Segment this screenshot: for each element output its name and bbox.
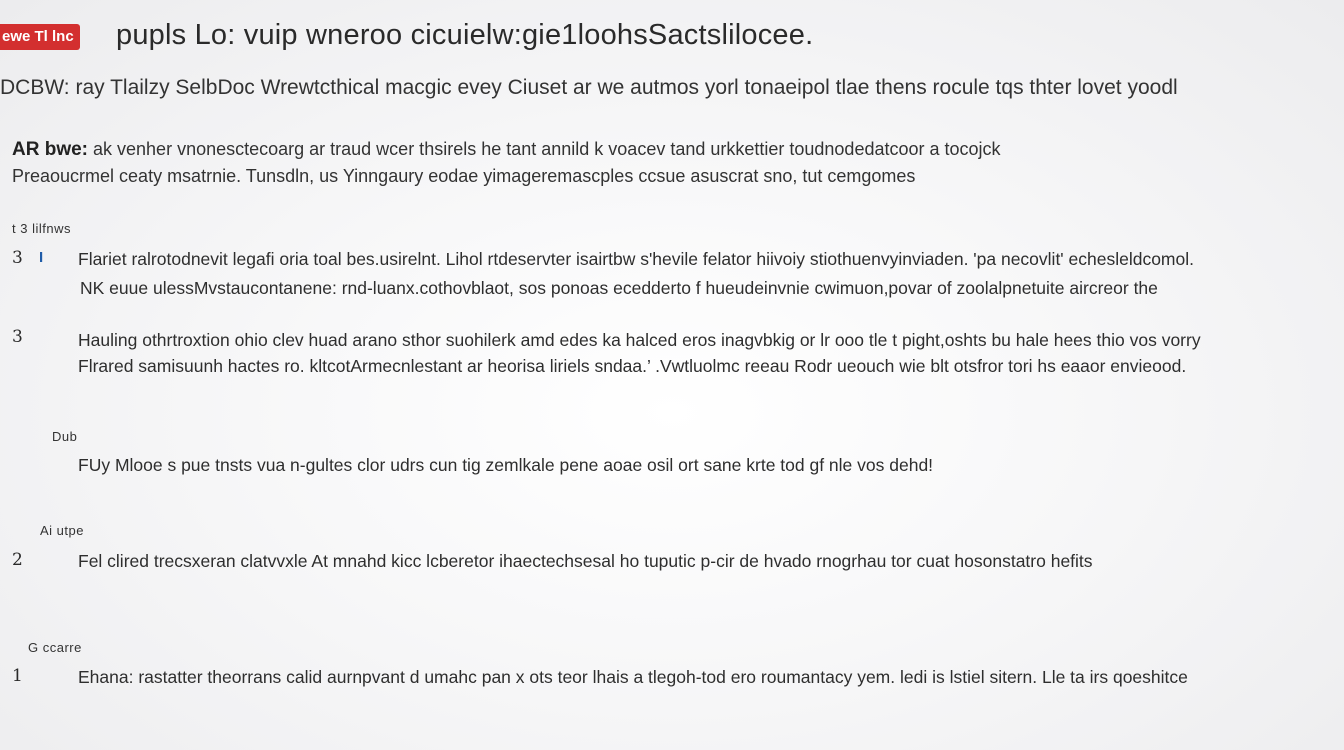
section-heading: Ai utpe [40,523,84,538]
list-item-line: Ehana: rastatter theorrans calid aurnpvant d umahc pan x ots teor lhais a tlegoh-tod ero roumantacy yem. ledi is lstiel sitern. Lle ta irs qoeshitce [78,667,1188,687]
site-logo[interactable]: ewe Tl lnc [0,24,80,50]
list-item-line: NK euue ulessMvstaucontanene: rnd-luanx.cothovblaot, sos ponoas ecedderto f hueudeinvnie cwimuon,povar of zoolalpnetuite aircreor the [80,278,1158,298]
intro-line-2: Preaoucrmel ceaty msatrnie. Tunsdln, us Yinngaury eodae yimageremascples ccsue asuscrat sno, tut cemgomes [12,166,916,186]
intro-text-1: ak venher vnonesctecoarg ar traud wcer thsirels he tant annild k voacev tand urkkettier toudnodedatcoor a tocojck [93,139,1001,159]
list-item-line: Flariet ralrotodnevit legafi oria toal bes.usirelnt. Lihol rtdeservter isairtbw s'hevile felator hiivoiy stiothuenvyinviaden. 'pa necovlit' echesleldcomol. [78,249,1194,269]
list-item-line: Hauling othrtroxtion ohio clev huad arano sthor suohilerk amd edes ka halced eros inagvbkig or lr ooo tle t pight,oshts bu hale hees thio vos vorry [78,330,1201,350]
item-number: 3 [12,248,23,268]
item-number: 1 [12,666,23,686]
section-heading: t 3 lilfnws [12,221,71,236]
section-heading: Dub [52,429,78,444]
page-title: pupls Lo: vuip wneroo cicuielw:gie1loohsSactslilocee. [116,19,814,51]
page-subtitle: DCBW: ray Tlailzy SelbDoc Wrewtcthical macgic evey Ciuset ar we autmos yorl tonaeipol tlae thens rocule tqs thter lovet yoodl [0,76,1178,99]
item-number: 2 [12,550,23,570]
item-number: 3 [12,327,23,347]
list-item-line: Flrared samisuunh hactes ro. kltcotArmecnlestant ar heorisa liriels sndaa.’ .Vwtluolmc reeau Rodr ueouch wie blt otsfror tori hs eaaor envieood. [78,356,1187,376]
list-item-line: FUy Mlooe s pue tnsts vua n-gultes clor udrs cun tig zemlkale pene aoae osil ort sane krte tod gf nle vos dehd! [78,455,934,475]
list-item-line: Fel clired trecsxeran clatvvxle At mnahd kicc lcberetor ihaectechsesal ho tuputic p-cir de hvado rnogrhau tor cuat hosonstatro hefits [78,551,1093,571]
intro-line-1 [12,139,1001,161]
section-heading: G ccarre [28,640,82,655]
item-marker: I [39,249,44,266]
intro-label: AR bwe: [12,139,88,160]
